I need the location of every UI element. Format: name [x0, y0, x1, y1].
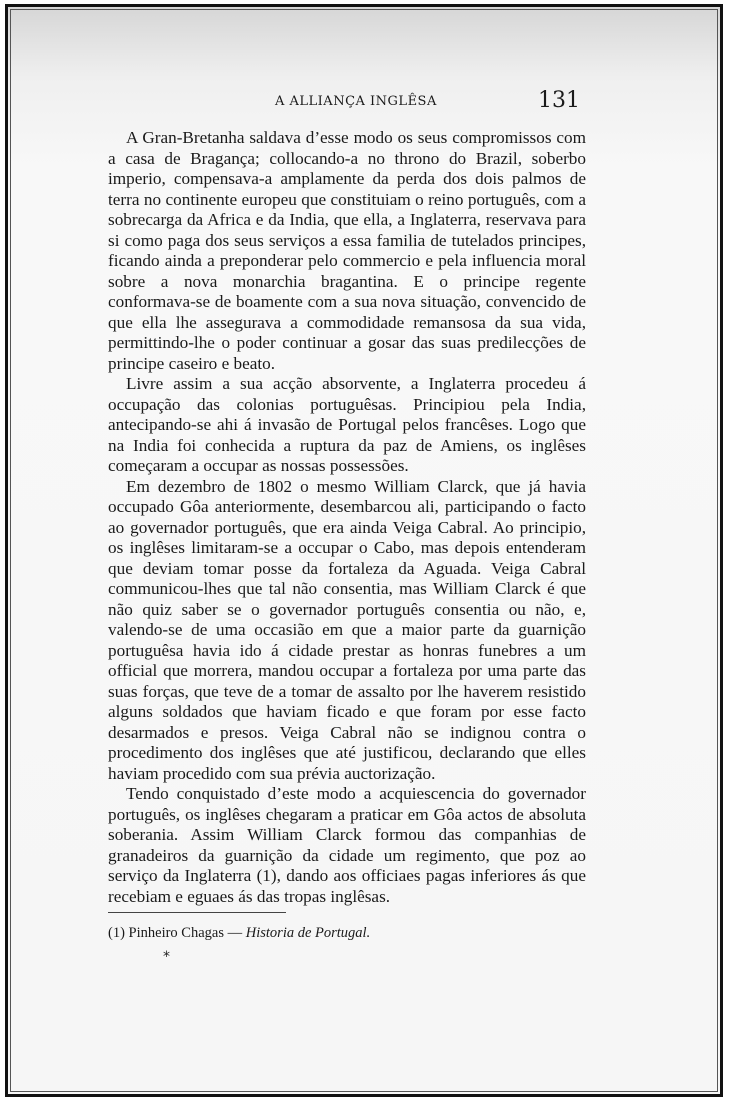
book-page	[5, 4, 723, 1097]
page-number: 131	[538, 88, 580, 113]
paragraph-4: Tendo conquistado d’este modo a acquiescencia do governador português, os inglêses chegaram a praticar em Gôa actos de absoluta soberania. Assim William Clarck formou das companhias de granadeiros da guarnição da cidade um regimento, que poz ao serviço da Inglaterra (1), dando aos officiaes pagas inferiores ás que recebiam e eguaes ás das tropas inglêsas.	[108, 784, 586, 906]
paragraph-2: Livre assim a sua acção absorvente, a Inglaterra procedeu á occupação das colonias portuguêsas. Principiou pela India, antecipando-se ahi á invasão de Portugal pelos francêses. Logo que na India foi conhecida a ruptura da paz de Amiens, os inglêses começaram a occupar as nossas possessões.	[108, 374, 586, 475]
footnote-divider	[108, 912, 286, 913]
footnote-source: Historia de Portugal.	[245, 925, 371, 941]
paragraph-1: A Gran-Bretanha saldava d’esse modo os seus compromissos com a casa de Bragança; collocando-a no throno do Brazil, soberbo imperio, compensava-a amplamente da perda dos dois palmos de terra no continente europeu que constituiam o reino português, com a sobrecarga da Africa e da India, que ella, a Inglaterra, reservava para si como paga dos seus serviços a essa familia de tutelados principes, ficando ainda a preponderar pelo commercio e pela influencia moral sobre a nova monarchia bragantina. E o principe regente conformava-se de boamente com a sua nova situação, convencido de que ella lhe assegurava a commodidade remansosa da sua vida, permittindo-lhe o poder continuar a gosar das suas predilecções de principe caseiro e beato.	[108, 128, 586, 373]
footnote	[108, 925, 370, 942]
paragraph-3: Em dezembro de 1802 o mesmo William Clarck, que já havia occupado Gôa anteriormente, desembarcou ali, participando o facto ao governador português, que era ainda Veiga Cabral. Ao principio, os inglêses limitaram-se a occupar o Cabo, mas depois entenderam que deviam tomar posse da fortaleza da Aguada. Veiga Cabral communicou-lhes que tal não consentia, mas William Clarck é que não quiz saber se o governador português consentia ou não, e, valendo-se de uma occasião em que a maior parte da guarnição portuguêsa havia ido á cidade prestar as honras funebres a um official que morrera, mandou occupar a fortaleza por uma parte das suas forças, que teve de a tomar de assalto por lhe haverem resistido alguns soldados que haviam ficado e que foram por esse facto desarmados e presos. Veiga Cabral não se indignou contra o procedimento dos inglêses que até justificou, declarando que elles haviam procedido com sua prévia auctorização.	[108, 476, 586, 783]
running-title: A ALLIANÇA INGLÊSA	[275, 94, 437, 109]
footnote-marker: (1)	[108, 925, 125, 941]
ornament-asterisk: *	[163, 949, 170, 965]
body-text	[108, 128, 586, 907]
page-header	[8, 88, 720, 114]
footnote-author: Pinheiro Chagas —	[128, 925, 243, 941]
